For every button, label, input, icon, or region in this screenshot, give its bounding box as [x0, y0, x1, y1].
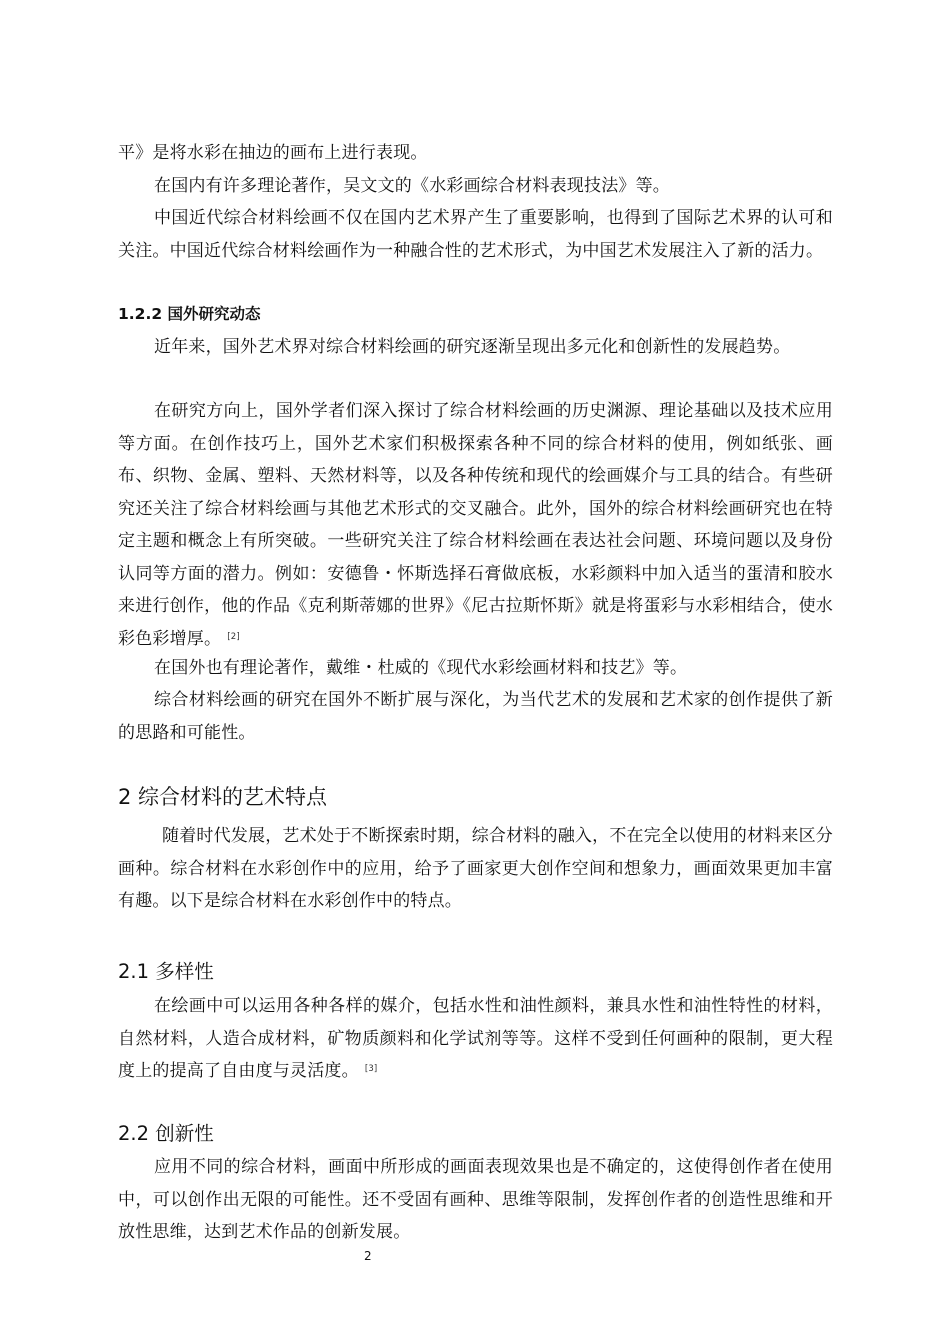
paragraph-foreign-theory: 在国外也有理论著作，戴维・杜威的《现代水彩绘画材料和技艺》等。 [154, 658, 688, 678]
paragraph-continuation: 平》是将水彩在抽边的画布上进行表现。 [118, 143, 428, 163]
section-heading-2-2: 2.2 创新性 [118, 1122, 214, 1145]
paragraph-innovation: 应用不同的综合材料，画面中所形成的画面表现效果也是不确定的，这使得创作者在使用中，可以创作出无限的可能性。还不受固有画种、思维等限制，发挥创作者的创造性思维和开放性思维，达到艺术作品的创新发展。 [118, 1157, 833, 1242]
page-number: 2 [364, 1249, 372, 1263]
paragraph-domestic-influence: 中国近代综合材料绘画不仅在国内艺术界产生了重要影响，也得到了国际艺术界的认可和关注。中国近代综合材料绘画作为一种融合性的艺术形式，为中国艺术发展注入了新的活力。 [118, 208, 833, 261]
section-heading-2: 2 综合材料的艺术特点 [118, 785, 328, 809]
paragraph-art-features-intro: 随着时代发展，艺术处于不断探索时期，综合材料的融入，不在完全以使用的材料来区分画种。综合材料在水彩创作中的应用，给予了画家更大创作空间和想象力，画面效果更加丰富有趣。以下是综合材料在水彩创作中的特点。 [118, 826, 833, 911]
paragraph-foreign-trend: 近年来，国外艺术界对综合材料绘画的研究逐渐呈现出多元化和创新性的发展趋势。 [154, 337, 791, 357]
paragraph-foreign-research-text: 在研究方向上，国外学者们深入探讨了综合材料绘画的历史渊源、理论基础以及技术应用等方面。在创作技巧上，国外艺术家们积极探索各种不同的综合材料的使用，例如纸张、画布、织物、金属、塑料、天然材料等，以及各种传统和现代的绘画媒介与工具的结合。有些研究还关注了综合材料绘画与其他艺术形式的交叉融合。此外，国外的综合材料绘画研究也在特定主题和概念上有所突破。一些研究关注了综合材料绘画在表达社会问题、环境问题以及身份认同等方面的潜力。例如：安德鲁・怀斯选择石膏做底板，水彩颜料中加入适当的蛋清和胶水来进行创作，他的作品《克利斯蒂娜的世界》《尼古拉斯怀斯》就是将蛋彩与水彩相结合，使水彩色彩增厚。 [118, 401, 833, 649]
paragraph-diversity [118, 990, 833, 1088]
paragraph-domestic-theory: 在国内有许多理论著作，吴文文的《水彩画综合材料表现技法》等。 [154, 176, 670, 196]
paragraph-foreign-summary: 综合材料绘画的研究在国外不断扩展与深化，为当代艺术的发展和艺术家的创作提供了新的思路和可能性。 [118, 690, 833, 743]
subsection-heading-1-2-2: 1.2.2 国外研究动态 [118, 305, 261, 323]
paragraph-foreign-research [118, 395, 833, 655]
paragraph-diversity-text: 在绘画中可以运用各种各样的媒介，包括水性和油性颜料，兼具水性和油性特性的材料，自然材料，人造合成材料，矿物质颜料和化学试剂等等。这样不受到任何画种的限制，更大程度上的提高了自由度与灵活度。 [118, 996, 833, 1081]
citation-ref-3: [3] [364, 1064, 378, 1074]
citation-ref-2: [2] [227, 631, 240, 642]
section-heading-2-1: 2.1 多样性 [118, 960, 214, 983]
